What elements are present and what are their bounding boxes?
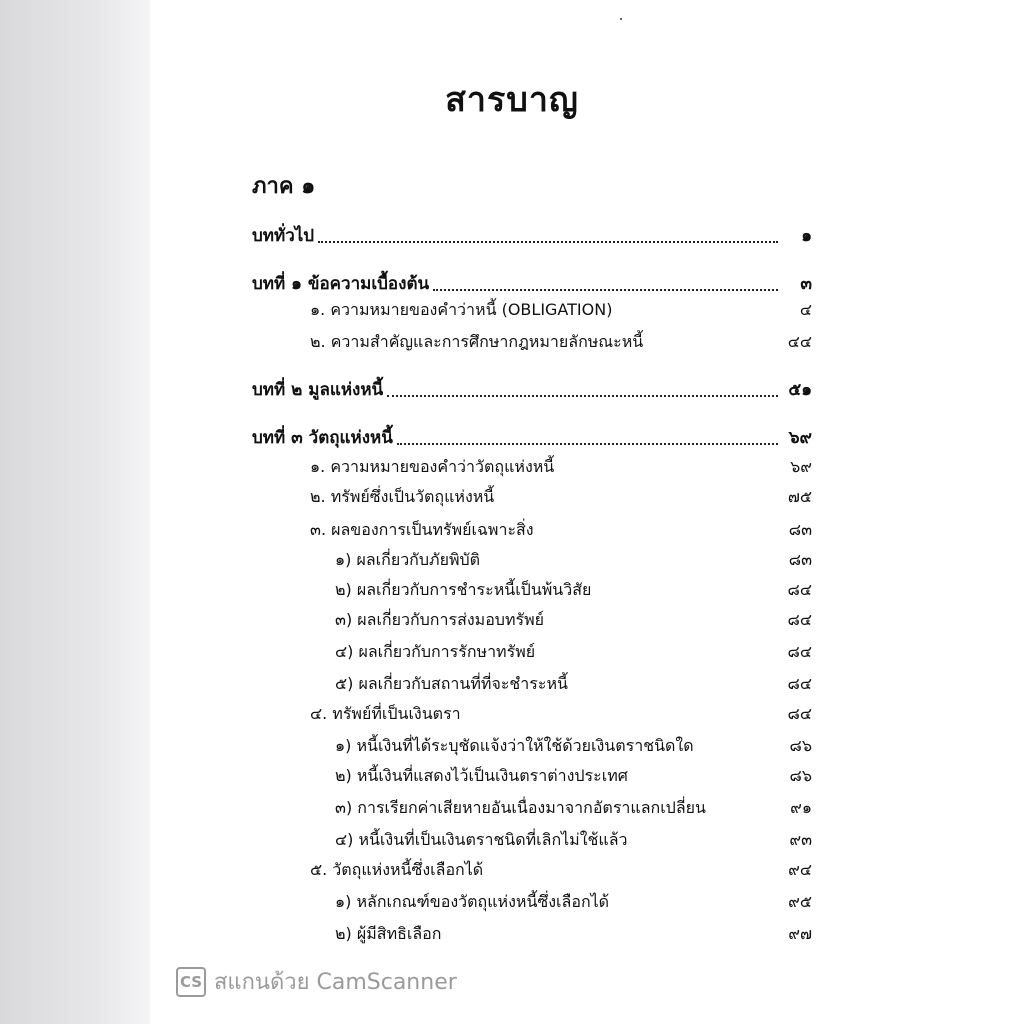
toc-entry-label: ๔. ทรัพย์ที่เป็นเงินตรา [310, 704, 461, 723]
toc-entry-row [310, 858, 812, 883]
toc-entry-label: ๒) ผู้มีสิทธิเลือก [335, 924, 442, 943]
toc-entry-label: ๑) หนี้เงินที่ได้ระบุชัดแจ้งว่าให้ใช้ด้วยเงินตราชนิดใด [335, 736, 694, 755]
toc-entry-label: ๑) หลักเกณฑ์ของวัตถุแห่งหนี้ซึ่งเลือกได้ [335, 892, 610, 911]
toc-entry-row [310, 298, 812, 323]
toc-entry-label: ๑. ความหมายของคำว่าหนี้ (OBLIGATION) [310, 300, 613, 319]
toc-entry-row [335, 734, 812, 759]
toc-entry-row [335, 548, 812, 573]
toc-dot-leader [397, 443, 778, 445]
toc-entry-label: ๒. ความสำคัญและการศึกษากฎหมายลักษณะหนี้ [310, 332, 644, 351]
toc-entry-label: ๓. ผลของการเป็นทรัพย์เฉพาะสิ่ง [310, 520, 534, 539]
toc-entry-row [335, 578, 812, 603]
toc-page-number: ๓ [800, 274, 812, 294]
toc-entry-label: ๕. วัตถุแห่งหนี้ซึ่งเลือกได้ [310, 860, 484, 879]
toc-page-number: ๘๔ [787, 580, 812, 599]
toc-entry-label: ๒. ทรัพย์ซึ่งเป็นวัตถุแห่งหนี้ [310, 487, 495, 506]
camscanner-logo-icon: CS [176, 967, 206, 997]
watermark-text: สแกนด้วย CamScanner [214, 970, 457, 995]
toc-page-number: ๔ [799, 300, 812, 319]
toc-entry-row [335, 608, 812, 633]
toc-page-number: ๙๕ [788, 892, 812, 911]
toc-entry-label: บททั่วไป [252, 226, 315, 246]
toc-page-number: ๙๔ [788, 860, 812, 879]
toc-dot-leader [433, 289, 778, 291]
toc-page-number: ๘๔ [787, 674, 812, 693]
toc-entry-label: ๔) ผลเกี่ยวกับการรักษาทรัพย์ [335, 642, 536, 661]
page-title: สารบาญ [445, 80, 579, 120]
toc-entry-row [310, 455, 812, 480]
toc-entry-label: ๑) ผลเกี่ยวกับภัยพิบัติ [335, 550, 481, 569]
toc-entry-row [335, 796, 812, 821]
toc-entry-row [310, 330, 812, 355]
toc-entry-row [335, 672, 812, 697]
toc-dot-leader [387, 395, 778, 397]
toc-page-number: ๔๔ [787, 332, 812, 351]
toc-page-number: ๑ [801, 226, 812, 246]
toc-entry-row [335, 764, 812, 789]
toc-entry-label: ๑. ความหมายของคำว่าวัตถุแห่งหนี้ [310, 457, 555, 476]
toc-entry-row [335, 828, 812, 853]
toc-page-number: ๘๓ [788, 520, 812, 539]
toc-chapter-row [252, 376, 812, 403]
toc-entry-row [310, 702, 812, 727]
toc-page-number: ๙๗ [788, 924, 812, 943]
toc-entry-label: ๒) ผลเกี่ยวกับการชำระหนี้เป็นพ้นวิสัย [335, 580, 592, 599]
toc-page-number: ๘๓ [788, 550, 812, 569]
toc-page-number: ๘๔ [787, 610, 812, 629]
toc-page-number: ๘๔ [787, 704, 812, 723]
toc-entry-label: ๓) การเรียกค่าเสียหายอันเนื่องมาจากอัตราแลกเปลี่ยน [335, 798, 706, 817]
toc-entry-label: ๒) หนี้เงินที่แสดงไว้เป็นเงินตราต่างประเทศ [335, 766, 628, 785]
toc-entry-label: บทที่ ๒ มูลแห่งหนี้ [252, 380, 384, 400]
book-spine-shadow [0, 0, 150, 1024]
toc-page-number: ๖๙ [790, 457, 812, 476]
toc-entry-row [310, 518, 812, 543]
toc-entry-label: ๕) ผลเกี่ยวกับสถานที่ที่จะชำระหนี้ [335, 674, 568, 693]
toc-chapter-row [252, 424, 812, 451]
toc-entry-row [335, 922, 812, 947]
toc-page-number: ๘๔ [787, 642, 812, 661]
toc-page-number: ๕๑ [788, 380, 812, 400]
toc-entry-row [335, 640, 812, 665]
camscanner-watermark [176, 964, 457, 999]
part-heading: ภาค ๑ [252, 174, 316, 199]
toc-entry-label: บทที่ ๑ ข้อความเบื้องต้น [252, 274, 430, 294]
toc-page-number: ๙๓ [789, 830, 812, 849]
toc-page-number: ๖๙ [788, 428, 812, 448]
toc-page-number: ๗๕ [787, 487, 812, 506]
toc-entry-label: ๓) ผลเกี่ยวกับการส่งมอบทรัพย์ [335, 610, 545, 629]
toc-entry-label: บทที่ ๓ วัตถุแห่งหนี้ [252, 428, 393, 448]
toc-chapter-row [252, 270, 812, 297]
toc-chapter-row [252, 222, 812, 249]
toc-entry-label: ๔) หนี้เงินที่เป็นเงินตราชนิดที่เลิกไม่ใช้แล้ว [335, 830, 628, 849]
toc-entry-row [335, 890, 812, 915]
toc-entry-row [310, 485, 812, 510]
toc-page-number: ๘๖ [789, 766, 812, 785]
toc-page-number: ๙๑ [790, 798, 812, 817]
toc-dot-leader [318, 241, 778, 243]
scan-speck [620, 18, 622, 20]
toc-page-number: ๘๖ [789, 736, 812, 755]
